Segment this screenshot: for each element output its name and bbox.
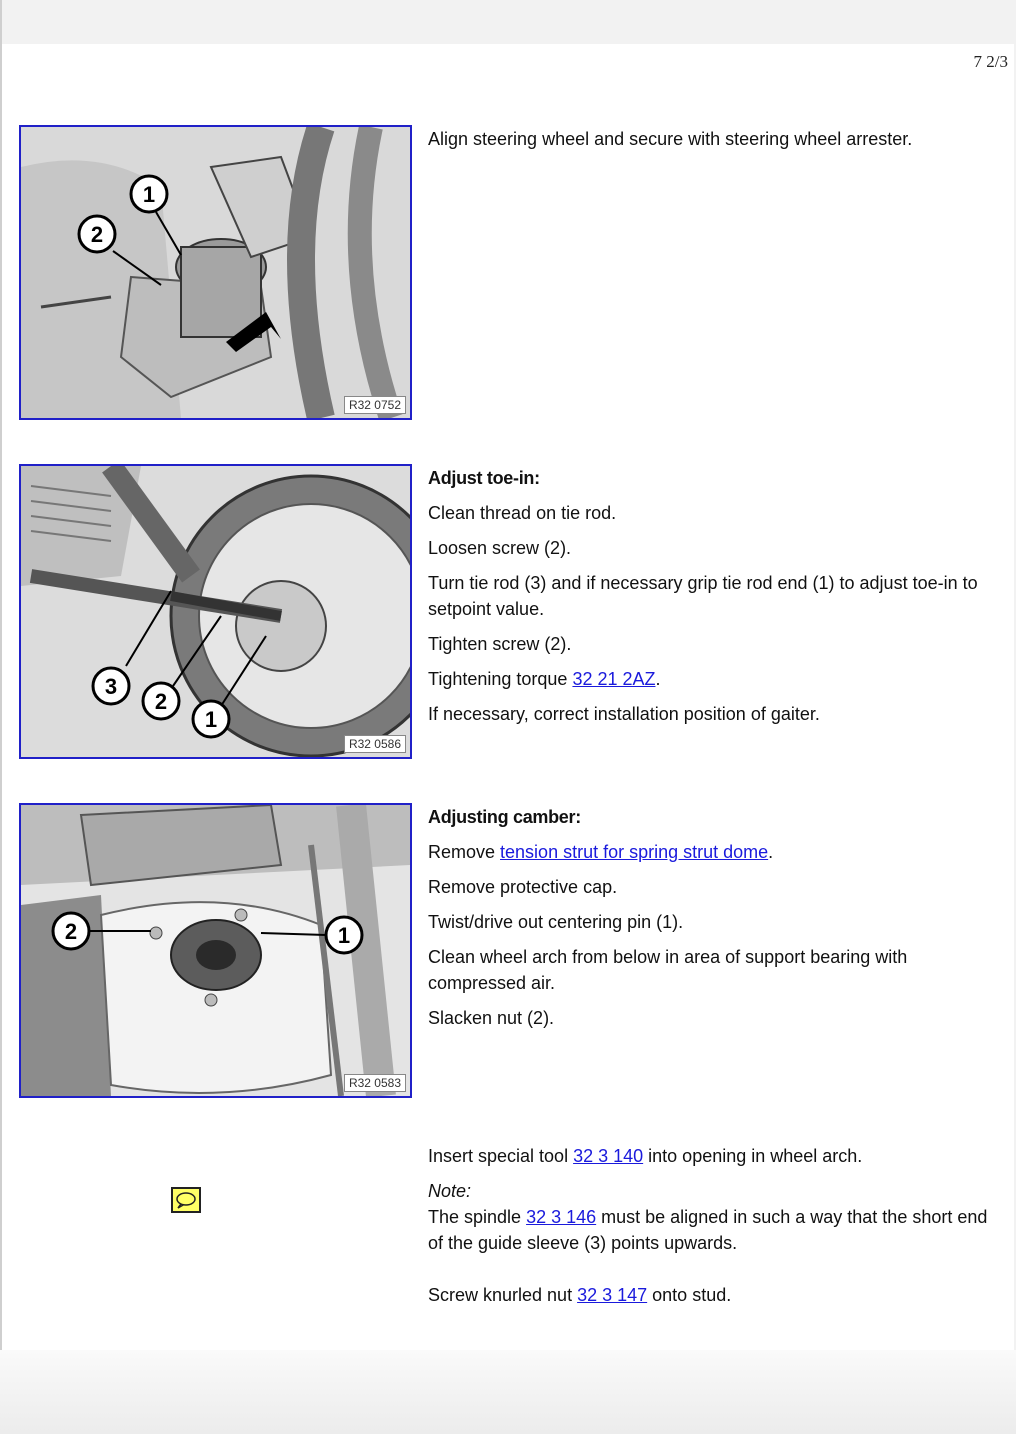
- toe-in-gaiter: If necessary, correct installation position of gaiter.: [428, 704, 820, 724]
- tension-strut-link[interactable]: tension strut for spring strut dome: [500, 842, 769, 862]
- figure-strut-dome: [19, 803, 412, 1098]
- note-speech-icon[interactable]: [171, 1187, 201, 1213]
- spindle-suffix: must be aligned in such a way that the short end of the guide sleeve (3) points upwards.: [428, 1207, 988, 1253]
- camber-cap: Remove protective cap.: [428, 877, 618, 897]
- callout-1: 1: [204, 707, 218, 732]
- step-special-tool: [428, 1143, 988, 1317]
- remove-label: Remove: [428, 842, 501, 862]
- camber-clean: Clean wheel arch from below in area of support bearing with compressed air.: [428, 947, 908, 993]
- figure-illustration: [21, 805, 410, 1096]
- insert-suffix: into opening in wheel arch.: [643, 1146, 863, 1166]
- remove-suffix: .: [768, 842, 774, 862]
- bottom-band: [0, 1350, 1016, 1434]
- insert-label: Insert special tool: [428, 1146, 574, 1166]
- torque-suffix: .: [655, 669, 661, 689]
- camber-slacken: Slacken nut (2).: [428, 1008, 555, 1028]
- callout-2: 2: [90, 222, 104, 247]
- toe-in-clean: Clean thread on tie rod.: [428, 503, 617, 523]
- torque-spec-link[interactable]: 32 21 2AZ: [572, 669, 656, 689]
- toe-in-heading: Adjust toe-in:: [428, 468, 540, 488]
- tool-32-3-147-link[interactable]: 32 3 147: [577, 1285, 648, 1305]
- tool-insert: [428, 1143, 988, 1169]
- align-text: Align steering wheel and secure with steering wheel arrester.: [428, 129, 913, 149]
- tool-spindle: [428, 1204, 988, 1256]
- tool-screw: [428, 1282, 988, 1308]
- figure-steering-gaiter: [19, 125, 412, 420]
- torque-label: Tightening torque: [428, 669, 573, 689]
- figure-illustration: [21, 127, 410, 418]
- step-toe-in: [428, 465, 988, 736]
- toe-in-turn: Turn tie rod (3) and if necessary grip tie rod end (1) to adjust toe-in to setpoint value.: [428, 573, 978, 619]
- figure-code: R32 0586: [344, 735, 406, 753]
- camber-remove: [428, 839, 988, 865]
- figure-illustration: [21, 466, 410, 757]
- figure-tie-rod: [19, 464, 412, 759]
- camber-heading: Adjusting camber:: [428, 807, 581, 827]
- step-camber: [428, 804, 988, 1040]
- camber-pin: Twist/drive out centering pin (1).: [428, 912, 684, 932]
- callout-2: 2: [154, 689, 168, 714]
- callout-2: 2: [64, 919, 78, 944]
- callout-1: 1: [142, 182, 156, 207]
- toe-in-loosen: Loosen screw (2).: [428, 538, 572, 558]
- tool-32-3-140-link[interactable]: 32 3 140: [573, 1146, 644, 1166]
- speech-bubble-icon: [173, 1189, 199, 1211]
- callout-3: 3: [104, 674, 118, 699]
- toe-in-torque: [428, 666, 988, 692]
- page-number: 7 2/3: [973, 52, 1008, 71]
- toe-in-tighten: Tighten screw (2).: [428, 634, 572, 654]
- figure-code: R32 0583: [344, 1074, 406, 1092]
- step-align: [428, 126, 988, 161]
- callout-1: 1: [337, 923, 351, 948]
- note-label: Note:: [428, 1181, 472, 1201]
- tool-32-3-146-link[interactable]: 32 3 146: [526, 1207, 597, 1227]
- spindle-label: The spindle: [428, 1207, 527, 1227]
- screw-label: Screw knurled nut: [428, 1285, 578, 1305]
- screw-suffix: onto stud.: [647, 1285, 732, 1305]
- figure-code: R32 0752: [344, 396, 406, 414]
